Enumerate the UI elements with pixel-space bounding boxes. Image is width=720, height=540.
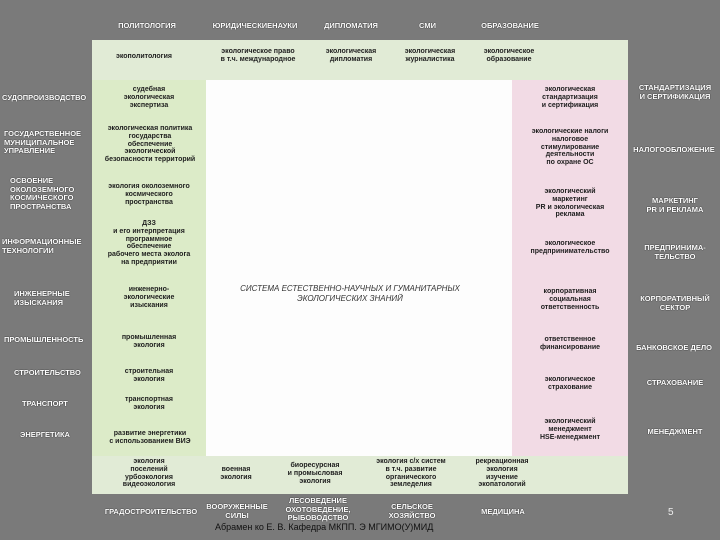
right-label-business: ПРЕДПРИНИМА- ТЕЛЬСТВО [644, 243, 706, 261]
right-label-insurance: СТРАХОВАНИЕ [646, 378, 704, 387]
center-system-text: СИСТЕМА ЕСТЕСТВЕННО-НАУЧНЫХ И ГУМАНИТАРНЫХ ЭКОЛОГИЧЕСКИХ ЗНАНИЙ [240, 284, 460, 303]
center-area [206, 80, 512, 456]
page-number: 5 [668, 507, 674, 518]
left-label-space: ОСВОЕНИЕ ОКОЛОЗЕМНОГО КОСМИЧЕСКОГО ПРОСТРАНСТВА [10, 176, 75, 211]
bottom-header-forestry: ЛЕСОВЕДЕНИЕ ОХОТОВЕДЕНИЕ, РЫБОВОДСТВО [285, 496, 351, 522]
left-label-it: ИНФОРМАЦИОННЫЕ ТЕХНОЛОГИИ [2, 237, 82, 255]
top-header-law: ЮРИДИЧЕСКИЕНАУКИ [212, 21, 298, 30]
right-label-management: МЕНЕДЖМЕНТ [647, 427, 703, 436]
left-label-engineering: ИНЖЕНЕРНЫЕ ИЗЫСКАНИЯ [14, 289, 70, 307]
left-cell-transport: транспортная экология [124, 396, 174, 411]
bottom-cell-recreation: рекреационная экология изучение экопатологий [475, 458, 529, 489]
left-cell-rs: ДЗЗ и его интерпретация программное обеспечение рабочего места эколога на предприятии [107, 220, 191, 266]
right-label-marketing: МАРКЕТИНГ PR И РЕКЛАМА [646, 196, 704, 214]
left-cell-construction: строительная экология [124, 368, 174, 383]
right-cell-taxes: экологические налоги налоговое стимулирование деятельности по охране ОС [531, 128, 609, 167]
left-cell-policy: экологическая политика государства обеспечение экологической безопасности территорий [104, 125, 196, 164]
top-header-politology: ПОЛИТОЛОГИЯ [118, 21, 176, 30]
left-cell-engineering: инженерно- экологические изыскания [123, 286, 175, 309]
right-cell-standard: экологическая стандартизация и сертификация [541, 86, 599, 109]
bottom-cell-urban: экология поселений урбоэкология видеоэкология [122, 458, 176, 489]
right-label-banking: БАНКОВСКОЕ ДЕЛО [636, 343, 712, 352]
left-cell-energy: развитие энергетики с использованием ВИЭ [109, 430, 191, 445]
right-cell-business: экологическое предпринимательство [530, 240, 610, 255]
right-label-corporate: КОРПОРАТИВНЫЙ СЕКТОР [640, 294, 710, 312]
right-cell-management: экологический менеджмент HSE-менеджмент [539, 418, 601, 441]
top-header-education: ОБРАЗОВАНИЕ [481, 21, 539, 30]
right-label-taxation: НАЛОГООБЛОЖЕНИЕ [633, 145, 715, 154]
left-label-gov: ГОСУДАРСТВЕННОЕ МУНИЦИПАЛЬНОЕ УПРАВЛЕНИЕ [4, 129, 82, 155]
top-header-media: СМИ [419, 21, 436, 30]
footer-caption: Абрамен ко Е. В. Кафедра МКПП. Э МГИМО(У)МИД [215, 522, 434, 532]
top-header-diplomacy: ДИПЛОМАТИЯ [324, 21, 378, 30]
left-label-courts: СУДОПРОИЗВОДСТВО [2, 93, 87, 102]
right-cell-insurance: экологическое страхование [544, 376, 596, 391]
bottom-header-military: ВООРУЖЕННЫЕ СИЛЫ [206, 502, 268, 520]
bottom-cell-military: военная экология [220, 466, 252, 481]
left-cell-forensic: судебная экологическая экспертиза [123, 86, 175, 109]
right-cell-marketing: экологический маркетинг PR и экологическая реклама [535, 188, 605, 219]
top-cell-eco-law: экологическое право в т.ч. международное [220, 48, 296, 63]
top-cell-eco-journalism: экологическая журналистика [404, 48, 456, 63]
top-cell-ecopolitology: экополитология [115, 53, 172, 60]
left-label-transport: ТРАНСПОРТ [22, 399, 68, 408]
right-label-standard: СТАНДАРТИЗАЦИЯ И СЕРТИФИКАЦИЯ [638, 83, 712, 101]
left-label-construction: СТРОИТЕЛЬСТВО [14, 368, 81, 377]
bottom-header-medicine: МЕДИЦИНА [481, 507, 525, 516]
bottom-cell-bioresource: биоресурсная и промысловая экология [287, 462, 343, 485]
right-cell-finance: ответственное финансирование [539, 336, 601, 351]
right-cell-csr: корпоративная социальная ответственность [540, 288, 600, 311]
top-cell-eco-education: экологическое образование [483, 48, 535, 63]
bottom-header-agriculture: СЕЛЬСКОЕ ХОЗЯЙСТВО [388, 502, 436, 520]
bottom-cell-agro: экология с/х систем в т.ч. развитие органического земледелия [376, 458, 446, 489]
left-label-energy: ЭНЕРГЕТИКА [20, 430, 70, 439]
bottom-header-urban: ГРАДОСТРОИТЕЛЬСТВО [104, 507, 198, 516]
left-cell-space: экология околоземного космического пространства [108, 183, 190, 206]
top-cell-eco-diplomacy: экологическая дипломатия [325, 48, 377, 63]
left-label-industry: ПРОМЫШЛЕННОСТЬ [4, 335, 84, 344]
left-cell-industrial: промышленная экология [121, 334, 177, 349]
